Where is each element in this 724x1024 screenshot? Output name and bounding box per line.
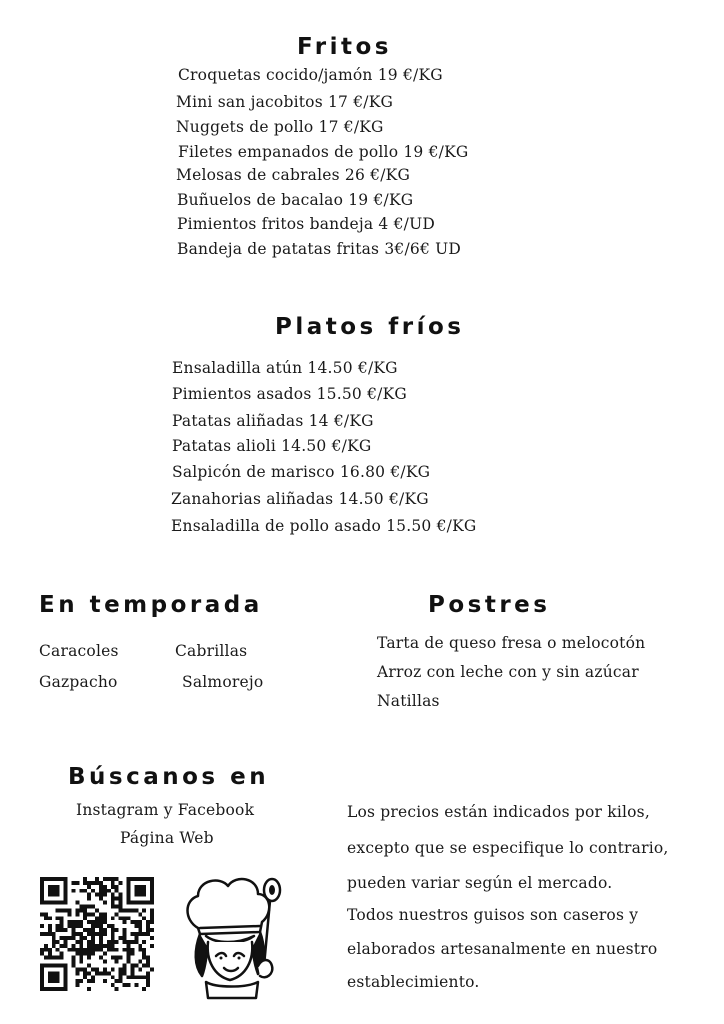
list-item: Tarta de queso fresa o melocotón — [377, 634, 646, 652]
social-links-text: Instagram y Facebook — [76, 801, 255, 819]
list-item: Patatas alioli 14.50 €/KG — [172, 437, 372, 455]
note-line: excepto que se especifique lo contrario, — [347, 839, 669, 857]
list-item: Natillas — [377, 692, 440, 710]
temporada-heading: En temporada — [39, 592, 263, 618]
list-item: Ensaladilla atún 14.50 €/KG — [172, 359, 398, 377]
list-item: Salmorejo — [182, 673, 264, 691]
note-line: Todos nuestros guisos son caseros y — [347, 906, 639, 924]
web-link-text: Página Web — [120, 829, 214, 847]
list-item: Melosas de cabrales 26 €/KG — [176, 166, 411, 184]
list-item: Ensaladilla de pollo asado 15.50 €/KG — [171, 517, 477, 535]
qr-code-icon[interactable] — [40, 877, 154, 991]
list-item: Patatas aliñadas 14 €/KG — [172, 412, 374, 430]
platos-frios-heading: Platos fríos — [275, 314, 465, 340]
buscanos-heading: Búscanos en — [68, 764, 270, 790]
fritos-heading: Fritos — [297, 34, 392, 60]
chef-illustration-icon — [176, 870, 286, 1002]
list-item: Gazpacho — [39, 673, 118, 691]
list-item: Zanahorias aliñadas 14.50 €/KG — [171, 490, 429, 508]
list-item: Caracoles — [39, 642, 119, 660]
list-item: Pimientos fritos bandeja 4 €/UD — [177, 215, 435, 233]
list-item: Croquetas cocido/jamón 19 €/KG — [178, 66, 443, 84]
list-item: Bandeja de patatas fritas 3€/6€ UD — [177, 240, 462, 258]
note-line: Los precios están indicados por kilos, — [347, 803, 650, 821]
list-item: Arroz con leche con y sin azúcar — [377, 663, 639, 681]
list-item: Salpicón de marisco 16.80 €/KG — [172, 463, 431, 481]
list-item: Filetes empanados de pollo 19 €/KG — [178, 143, 469, 161]
postres-heading: Postres — [428, 592, 551, 618]
list-item: Cabrillas — [175, 642, 248, 660]
note-line: establecimiento. — [347, 973, 480, 991]
list-item: Pimientos asados 15.50 €/KG — [172, 385, 407, 403]
list-item: Mini san jacobitos 17 €/KG — [176, 93, 394, 111]
list-item: Nuggets de pollo 17 €/KG — [176, 118, 384, 136]
note-line: pueden variar según el mercado. — [347, 874, 613, 892]
list-item: Buñuelos de bacalao 19 €/KG — [177, 191, 414, 209]
note-line: elaborados artesanalmente en nuestro — [347, 940, 658, 958]
